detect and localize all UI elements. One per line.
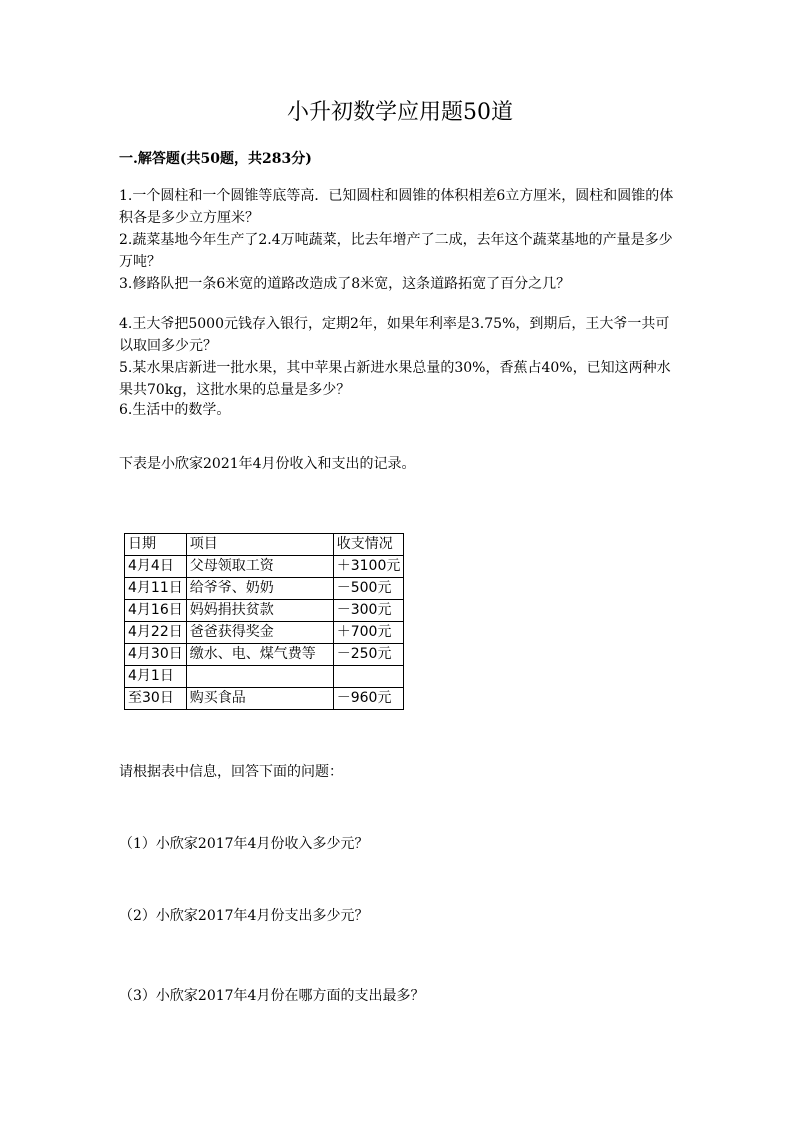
table-row <box>125 644 404 666</box>
table-cell-amount: －250元 <box>333 644 404 666</box>
table-intro: 下表是小欣家2021年4月份收入和支出的记录。 <box>119 456 416 472</box>
table-cell-date: 4月4日 <box>125 556 187 578</box>
table-header-cell: 日期 <box>125 534 187 556</box>
question-6: 6.生活中的数学。 <box>119 402 231 418</box>
table-header-cell: 项目 <box>186 534 333 556</box>
question-4: 4.王大爷把5000元钱存入银行，定期2年，如果年利率是3.75%，到期后，王大爷一共可以取回多少元？ <box>119 316 670 354</box>
sub-question-3: （3）小欣家2017年4月份在哪方面的支出最多？ <box>119 988 425 1004</box>
table-row <box>125 600 404 622</box>
table-cell-amount: －500元 <box>333 578 404 600</box>
page-title: 小升初数学应用题50道 <box>287 100 513 125</box>
table-cell-item: 妈妈捐扶贫款 <box>186 600 333 622</box>
table-cell-item: 爸爸获得奖金 <box>186 622 333 644</box>
table-row <box>125 622 404 644</box>
sub-question-1: （1）小欣家2017年4月份收入多少元？ <box>119 836 369 852</box>
table-prompt: 请根据表中信息，回答下面的问题： <box>119 764 343 780</box>
income-expense-table <box>124 533 404 710</box>
table-cell-date: 至30日 <box>125 688 187 710</box>
table-row <box>125 556 404 578</box>
sub-question-2: （2）小欣家2017年4月份支出多少元？ <box>119 908 369 924</box>
table-cell-item <box>186 666 333 688</box>
section-heading: 一.解答题(共50题，共283分) <box>119 151 312 167</box>
table-cell-date: 4月30日 <box>125 644 187 666</box>
table-cell-item: 给爷爷、奶奶 <box>186 578 333 600</box>
table-cell-amount: ＋700元 <box>333 622 404 644</box>
table-cell-date: 4月11日 <box>125 578 187 600</box>
table-cell-amount: －960元 <box>333 688 404 710</box>
question-3: 3.修路队把一条6米宽的道路改造成了8米宽，这条道路拓宽了百分之几？ <box>119 276 571 292</box>
table-row <box>125 578 404 600</box>
question-1: 1.一个圆柱和一个圆锥等底等高．已知圆柱和圆锥的体积相差6立方厘米，圆柱和圆锥的体积各是多少立方厘米？ <box>119 188 674 226</box>
table-cell-date: 4月1日 <box>125 666 187 688</box>
table-cell-date: 4月22日 <box>125 622 187 644</box>
table-header-row <box>125 534 404 556</box>
table-cell-amount <box>333 666 404 688</box>
table-cell-item: 缴水、电、煤气费等 <box>186 644 333 666</box>
table-row <box>125 666 404 688</box>
table-header-cell: 收支情况 <box>333 534 404 556</box>
table-cell-amount: ＋3100元 <box>333 556 404 578</box>
table-cell-amount: －300元 <box>333 600 404 622</box>
question-5: 5.某水果店新进一批水果，其中苹果占新进水果总量的30%，香蕉占40%，已知这两种水果共70kg，这批水果的总量是多少？ <box>119 360 671 398</box>
table-cell-item: 购买食品 <box>186 688 333 710</box>
question-2: 2.蔬菜基地今年生产了2.4万吨蔬菜，比去年增产了二成，去年这个蔬菜基地的产量是多少万吨？ <box>119 232 673 270</box>
table-row <box>125 688 404 710</box>
table-cell-date: 4月16日 <box>125 600 187 622</box>
table-cell-item: 父母领取工资 <box>186 556 333 578</box>
